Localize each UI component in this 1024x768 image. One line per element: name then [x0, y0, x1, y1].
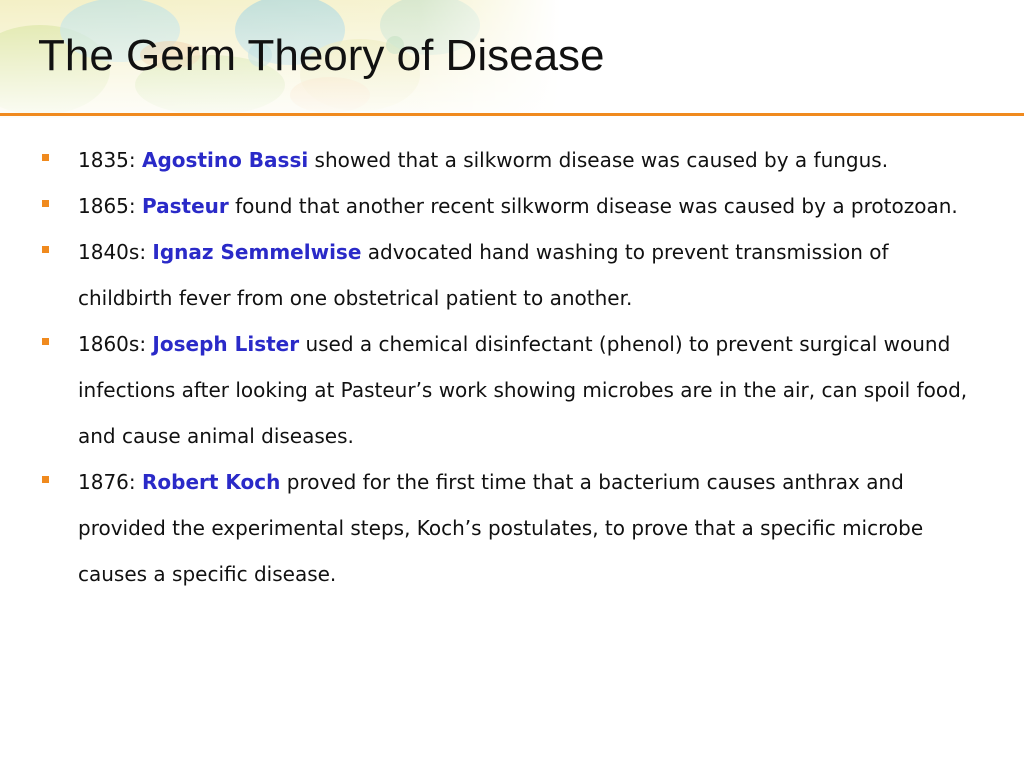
square-bullet-icon [42, 200, 49, 207]
bullet-year: 1835: [78, 148, 142, 172]
square-bullet-icon [42, 338, 49, 345]
bullet-person-name: Agostino Bassi [142, 148, 309, 172]
bullet-text: found that another recent silkworm disease was caused by a protozoan. [228, 194, 958, 218]
square-bullet-icon [42, 246, 49, 253]
square-bullet-icon [42, 154, 49, 161]
bullet-year: 1876: [78, 470, 142, 494]
bullet-item [36, 459, 986, 597]
bullet-person-name: Joseph Lister [152, 332, 300, 356]
bullet-item [36, 137, 986, 183]
slide-title: The Germ Theory of Disease [38, 31, 605, 80]
bullet-person-name: Pasteur [142, 194, 229, 218]
bullet-item [36, 229, 986, 321]
bullet-person-name: Ignaz Semmelwise [152, 240, 362, 264]
bullet-item [36, 321, 986, 459]
title-divider [0, 113, 1024, 116]
bullet-person-name: Robert Koch [142, 470, 281, 494]
bullet-year: 1860s: [78, 332, 153, 356]
bullet-text: advocated hand washing to prevent transmission of childbirth fever from one obstetrical patient to another. [78, 240, 889, 310]
bullet-item [36, 183, 986, 229]
bullet-list [36, 137, 986, 597]
bullet-text: showed that a silkworm disease was caused by a fungus. [308, 148, 889, 172]
bullet-text: proved for the first time that a bacterium causes anthrax and provided the experimental steps, Koch’s postulates, to prove that a specific microbe causes a specific disease. [78, 470, 924, 586]
bullet-year: 1865: [78, 194, 142, 218]
bullet-year: 1840s: [78, 240, 153, 264]
bullet-text: used a chemical disinfectant (phenol) to prevent surgical wound infections after looking at Pasteur’s work showing microbes are in the air, can spoil food, and cause animal diseases. [78, 332, 968, 448]
square-bullet-icon [42, 476, 49, 483]
